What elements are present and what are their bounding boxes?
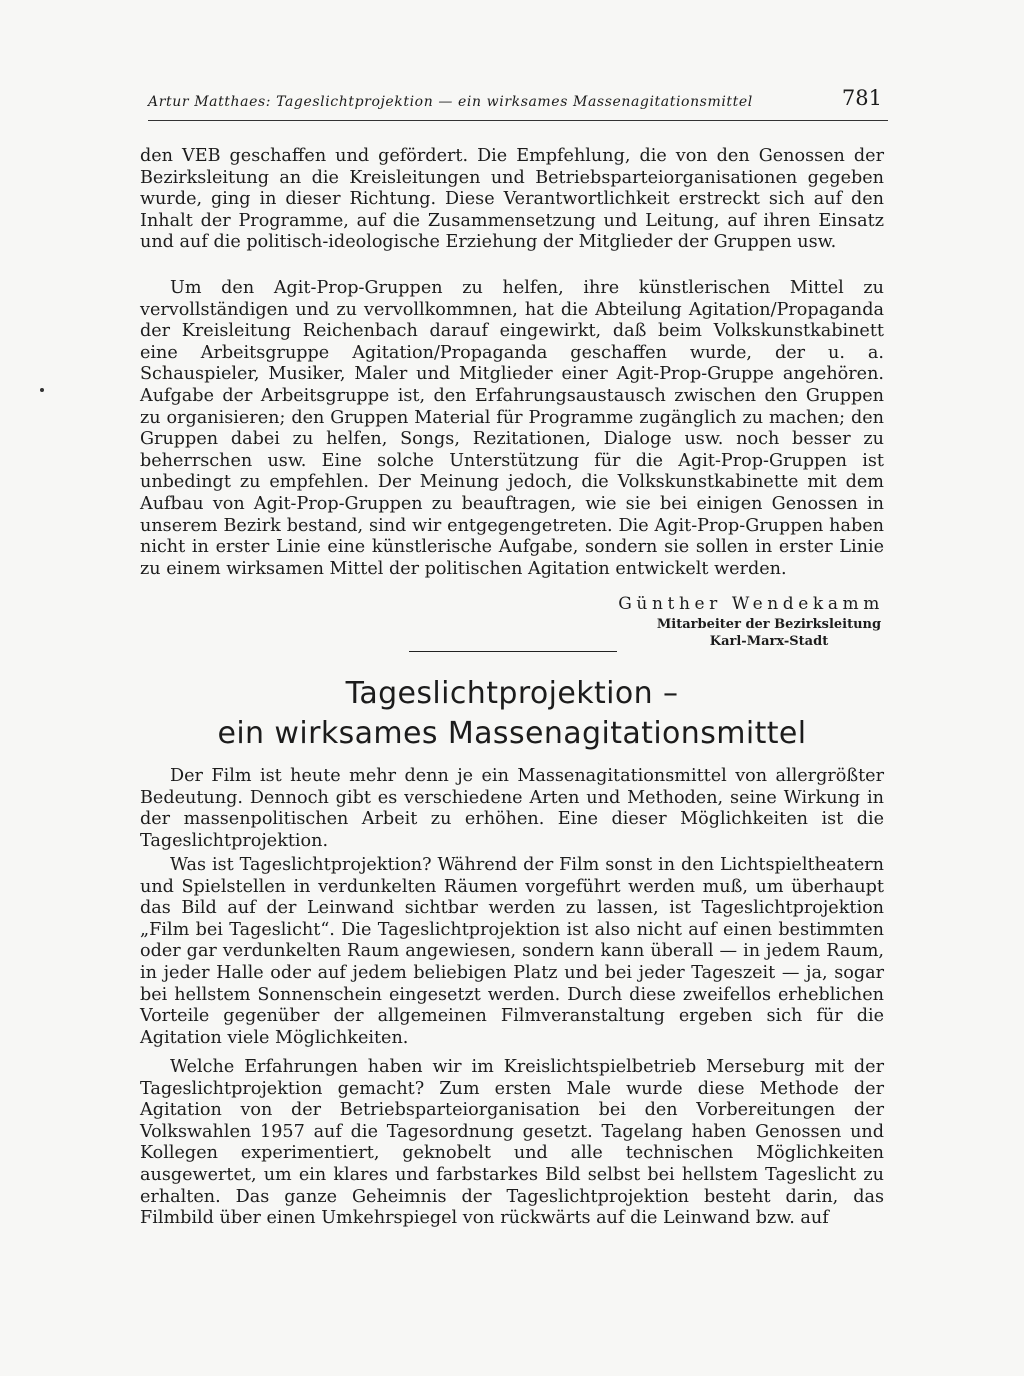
previous-article-paragraph-2: Um den Agit-Prop-Gruppen zu helfen, ihre künstlerischen Mittel zu vervollständigen und zu vervollkommnen, hat die Abteilung Agitation/Propaganda der Kreisleitung Reichenbach darauf eingewirkt, daß beim Volkskunstkabinett eine Arbeitsgruppe Agitation/Propaganda geschaffen wurde, der u. a. Schauspieler, Musiker, Maler und Mitglieder einer Agit-Prop-Gruppe angehören. Aufgabe der Arbeitsgruppe ist, den Erfahrungsaustausch zwischen den Gruppen zu organisieren; den Gruppen Material für Programme zugänglich zu machen; den Gruppen dabei zu helfen, Songs, Rezitationen, Dialoge usw. noch besser zu beherrschen usw. Eine solche Unterstützung für die Agit-Prop-Gruppen ist unbedingt zu empfehlen. Der Meinung jedoch, die Volkskunstkabinette mit dem Aufbau von Agit-Prop-Gruppen zu beauftragen, wie sie bei einigen Genossen in unserem Bezirk bestand, sind wir entgegengetreten. Die Agit-Prop-Gruppen haben nicht in erster Linie eine künstlerische Aufgabe, sondern sie sollen in erster Linie zu einem wirksamen Mittel der politischen Agitation entwickelt werden. <box>140 278 884 579</box>
signature-role-line-1: Mitarbeiter der Bezirksleitung <box>656 617 882 632</box>
section-divider <box>409 651 617 652</box>
signature-name: Günther Wendekamm <box>618 594 884 614</box>
print-speck <box>40 388 44 392</box>
signature-role <box>654 616 884 650</box>
previous-article-paragraph-1: den VEB geschaffen und gefördert. Die Empfehlung, die von den Genossen der Bezirksleitung an die Kreisleitungen und Betriebsparteiorganisationen gegeben wurde, ging in dieser Richtung. Diese Verantwortlichkeit erstreckt sich auf den Inhalt der Programme, auf die Zusammensetzung und Leitung, auf ihren Einsatz und auf die politisch-ideologische Erziehung der Mitglieder der Gruppen usw. <box>140 146 884 253</box>
running-header <box>148 86 888 121</box>
article-paragraph-2: Was ist Tageslichtprojektion? Während der Film sonst in den Lichtspieltheatern und Spielstellen in verdunkelten Räumen vorgeführt werden muß, um überhaupt das Bild auf der Leinwand sichtbar werden zu lassen, ist Tageslichtprojektion „Film bei Tageslicht“. Die Tageslichtprojektion ist also nicht auf einen bestimmten oder gar verdunkelten Raum angewiesen, sondern kann überall — in jedem Raum, in jeder Halle oder auf jedem beliebigen Platz und bei jeder Tageszeit — ja, sogar bei hellstem Sonnenschein eingesetzt werden. Durch diese zweifellos erheblichen Vorteile gegenüber der allgemeinen Filmveranstaltung ergeben sich für die Agitation viele Möglichkeiten. <box>140 855 884 1048</box>
page-number: 781 <box>841 86 882 110</box>
article-paragraph-3: Welche Erfahrungen haben wir im Kreislichtspielbetrieb Merseburg mit der Tageslichtprojektion gemacht? Zum ersten Male wurde diese Methode der Agitation von der Betriebsparteiorganisation bei den Vorbereitungen der Volkswahlen 1957 auf die Tagesordnung gesetzt. Tagelang haben Genossen und Kollegen experimentiert, geknobelt und alle technischen Möglichkeiten ausgewertet, um ein klares und farbstarkes Bild selbst bei hellstem Tageslicht zu erhalten. Das ganze Geheimnis der Tageslichtprojektion besteht darin, das Filmbild über einen Umkehrspiegel von rückwärts auf die Leinwand bzw. auf <box>140 1057 884 1229</box>
article-paragraph-1: Der Film ist heute mehr denn je ein Massenagitationsmittel von allergrößter Bedeutung. Dennoch gibt es verschiedene Arten und Methoden, seine Wirkung in der massenpolitischen Arbeit zu erhöhen. Eine dieser Möglichkeiten ist die Tageslichtprojektion. <box>140 766 884 851</box>
running-title: Artur Matthaes: Tageslichtprojektion — ein wirksames Massenagitationsmittel <box>148 94 753 110</box>
article-title-line-2: ein wirksames Massenagitationsmittel <box>217 716 807 751</box>
signature-role-line-2: Karl-Marx-Stadt <box>709 634 829 649</box>
article-title-line-1: Tageslichtprojektion – <box>345 676 679 711</box>
